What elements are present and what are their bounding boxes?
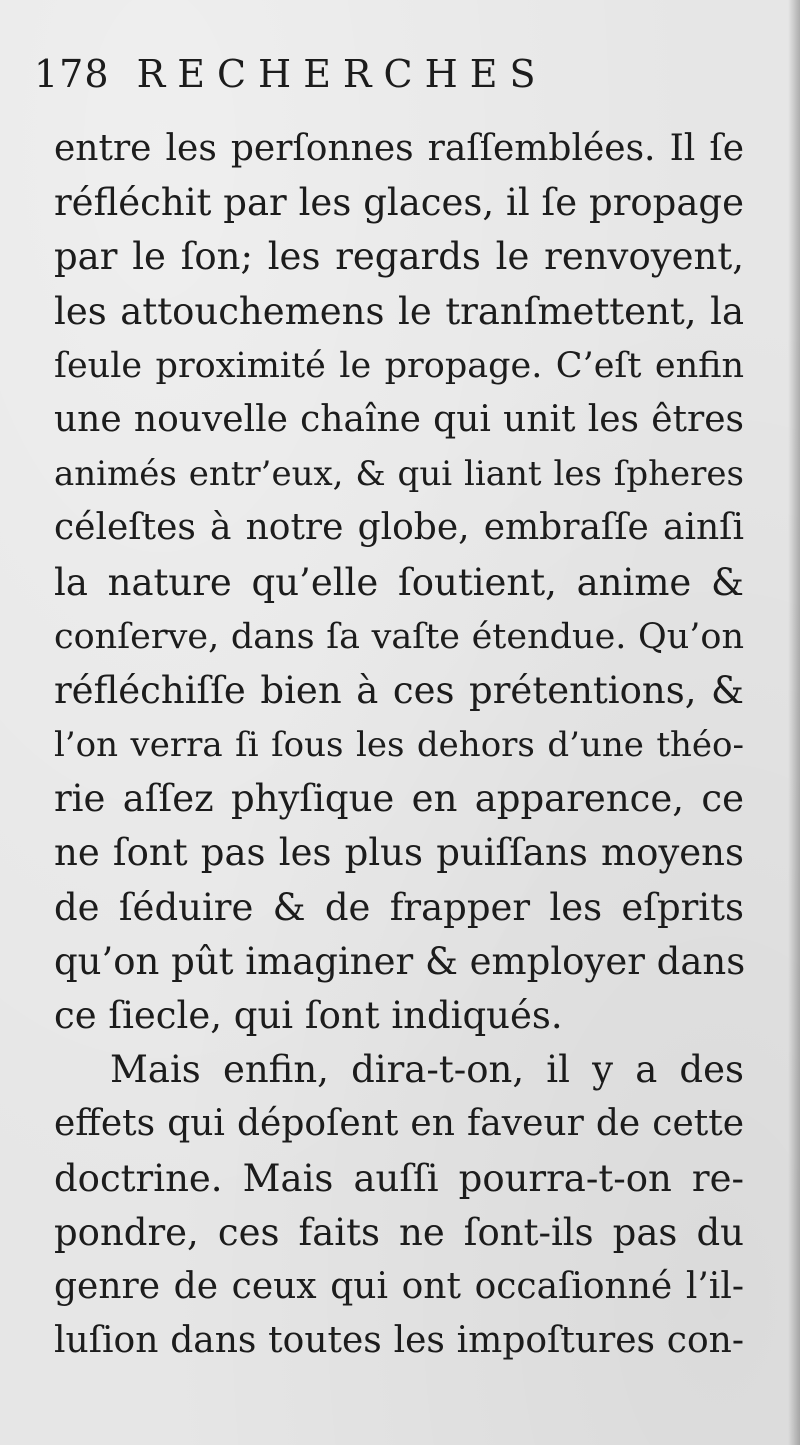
text-line: rie aſſez phyſique en apparence, ce [54, 777, 744, 821]
running-title: RECHERCHES [136, 52, 548, 96]
text-line: ſeule proximité le propage. C’eſt enfin [54, 345, 744, 386]
page-gutter-shadow [788, 0, 800, 1445]
body-text [54, 122, 744, 1368]
text-line: les attouchemens le tranſmettent, la [54, 289, 744, 333]
text-line: par le ſon; les regards le renvoyent, [54, 235, 744, 279]
text-line: qu’on pût imaginer & employer dans [54, 939, 746, 983]
text-line: l’on verra ſi ſous les dehors d’une théo- [54, 725, 744, 766]
text-line: pondre, ces faits ne ſont-ils pas du [54, 1210, 744, 1254]
text-line: de ſéduire & de frapper les eſprits [54, 885, 744, 929]
text-line: luſion dans toutes les impoſtures con- [54, 1320, 744, 1362]
paragraph-end-line: ce ſiecle, qui ſont indiqués. [54, 994, 563, 1037]
text-line: animés entr’eux, & qui liant les ſpheres [54, 454, 744, 495]
text-line: la nature qu’elle ſoutient, anime & [54, 560, 744, 604]
page-number: 178 [34, 52, 110, 96]
text-line: une nouvelle chaîne qui unit les êtres [54, 398, 744, 440]
text-line: effets qui dépoſent en faveur de cette [54, 1103, 744, 1145]
text-line: réfléchiſſe bien à ces prétentions, & [54, 668, 744, 712]
text-line: entre les perſonnes raſſemblées. Il ſe [54, 128, 744, 169]
text-line: genre de ceux qui ont occaſionné l’il- [54, 1265, 744, 1307]
text-line: conſerve, dans ſa vaſte étendue. Qu’on [54, 616, 744, 657]
paragraph-start-line: Mais enfin, dira-t-on, il y a des [110, 1048, 744, 1092]
text-line: réfléchit par les glaces, il ſe propage [54, 181, 744, 225]
page-header [34, 52, 548, 102]
text-line: céleſtes à notre globe, embraſſe ainſi [54, 507, 744, 549]
text-line: doctrine. Mais auſſi pourra-t-on re- [54, 1156, 744, 1200]
text-line: ne ſont pas les plus puiſſans moyens [54, 831, 744, 875]
